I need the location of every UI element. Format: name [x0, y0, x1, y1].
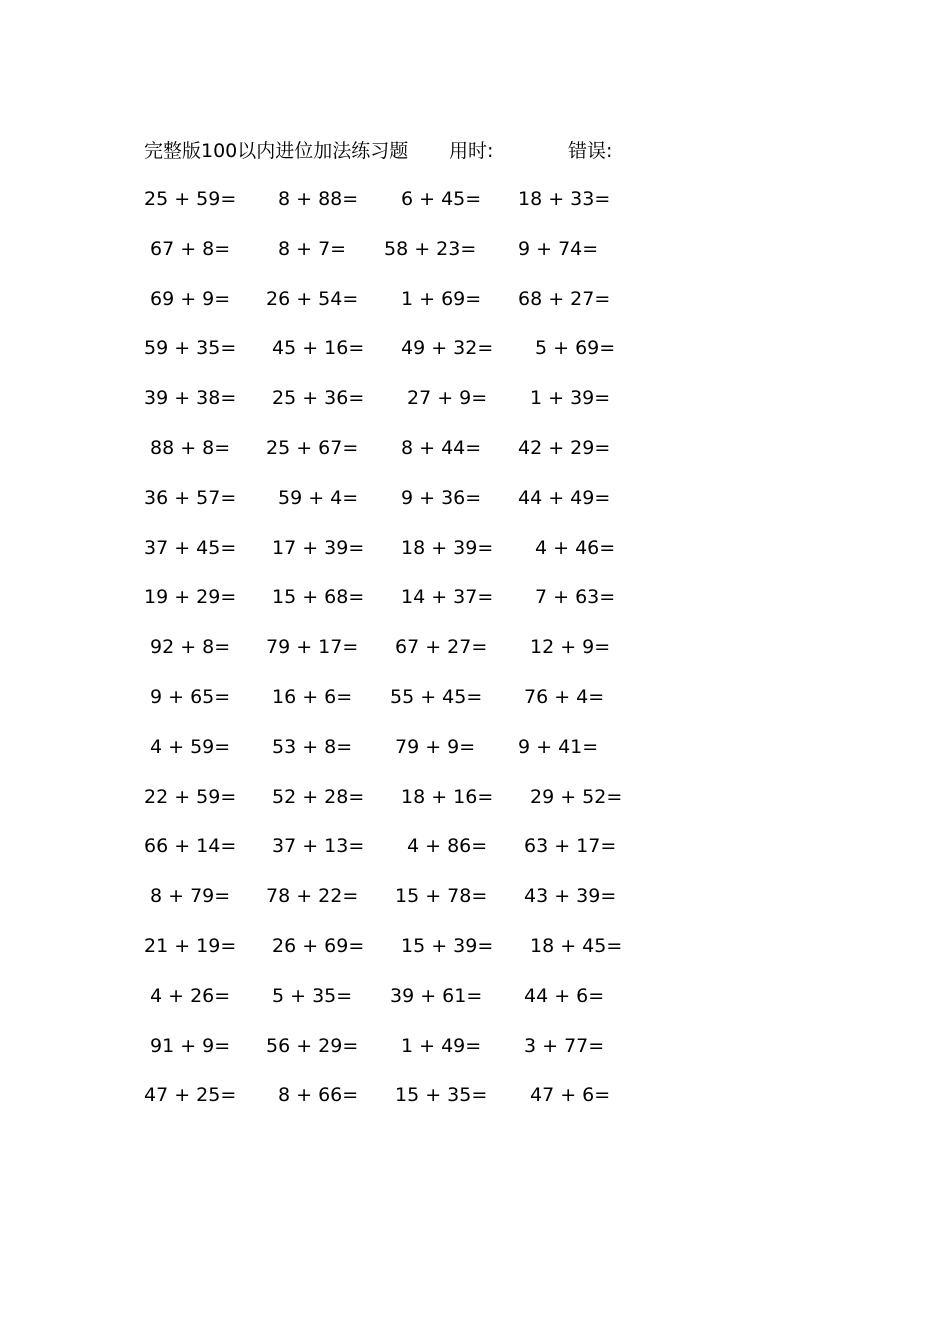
problem-r17-c3: 39 + 61= — [390, 985, 483, 1007]
problem-r14-c1: 66 + 14= — [144, 835, 237, 857]
problem-r4-c1: 59 + 35= — [144, 337, 237, 359]
problem-r7-c2: 59 + 4= — [278, 487, 359, 509]
problem-r1-c3: 6 + 45= — [401, 188, 482, 210]
problem-r6-c2: 25 + 67= — [266, 437, 359, 459]
problem-r12-c3: 79 + 9= — [395, 736, 476, 758]
problem-r1-c1: 25 + 59= — [144, 188, 237, 210]
problem-r2-c2: 8 + 7= — [278, 238, 347, 260]
problem-r2-c3: 58 + 23= — [384, 238, 477, 260]
problem-r16-c4: 18 + 45= — [530, 935, 623, 957]
problem-r18-c2: 56 + 29= — [266, 1035, 359, 1057]
problem-r1-c2: 8 + 88= — [278, 188, 359, 210]
problem-r8-c3: 18 + 39= — [401, 537, 494, 559]
problem-r9-c2: 15 + 68= — [272, 586, 365, 608]
problem-r9-c3: 14 + 37= — [401, 586, 494, 608]
problem-r5-c1: 39 + 38= — [144, 387, 237, 409]
problem-r13-c2: 52 + 28= — [272, 786, 365, 808]
problem-r6-c4: 42 + 29= — [518, 437, 611, 459]
problem-r11-c2: 16 + 6= — [272, 686, 353, 708]
problem-r17-c1: 4 + 26= — [150, 985, 231, 1007]
problem-r16-c3: 15 + 39= — [401, 935, 494, 957]
problem-r14-c2: 37 + 13= — [272, 835, 365, 857]
problem-r11-c4: 76 + 4= — [524, 686, 605, 708]
problem-r13-c4: 29 + 52= — [530, 786, 623, 808]
problem-r5-c4: 1 + 39= — [530, 387, 611, 409]
problem-r10-c4: 12 + 9= — [530, 636, 611, 658]
problem-r19-c3: 15 + 35= — [395, 1084, 488, 1106]
problem-r6-c3: 8 + 44= — [401, 437, 482, 459]
problem-r8-c1: 37 + 45= — [144, 537, 237, 559]
problem-r15-c3: 15 + 78= — [395, 885, 488, 907]
problem-r19-c1: 47 + 25= — [144, 1084, 237, 1106]
problem-r10-c1: 92 + 8= — [150, 636, 231, 658]
problem-r7-c3: 9 + 36= — [401, 487, 482, 509]
problem-r19-c2: 8 + 66= — [278, 1084, 359, 1106]
problem-r16-c1: 21 + 19= — [144, 935, 237, 957]
problem-r12-c1: 4 + 59= — [150, 736, 231, 758]
problem-r9-c1: 19 + 29= — [144, 586, 237, 608]
problem-r8-c4: 4 + 46= — [535, 537, 616, 559]
problem-r4-c3: 49 + 32= — [401, 337, 494, 359]
problem-r7-c1: 36 + 57= — [144, 487, 237, 509]
problem-r1-c4: 18 + 33= — [518, 188, 611, 210]
problem-r17-c4: 44 + 6= — [524, 985, 605, 1007]
problem-r14-c4: 63 + 17= — [524, 835, 617, 857]
problem-r13-c3: 18 + 16= — [401, 786, 494, 808]
problem-r18-c1: 91 + 9= — [150, 1035, 231, 1057]
problem-r18-c4: 3 + 77= — [524, 1035, 605, 1057]
problem-r5-c2: 25 + 36= — [272, 387, 365, 409]
problem-r3-c3: 1 + 69= — [401, 288, 482, 310]
problem-r12-c2: 53 + 8= — [272, 736, 353, 758]
problem-r10-c3: 67 + 27= — [395, 636, 488, 658]
problem-r15-c2: 78 + 22= — [266, 885, 359, 907]
problem-r4-c4: 5 + 69= — [535, 337, 616, 359]
problem-r16-c2: 26 + 69= — [272, 935, 365, 957]
problem-r3-c2: 26 + 54= — [266, 288, 359, 310]
problem-r13-c1: 22 + 59= — [144, 786, 237, 808]
problem-r15-c4: 43 + 39= — [524, 885, 617, 907]
problem-r3-c4: 68 + 27= — [518, 288, 611, 310]
problem-r11-c1: 9 + 65= — [150, 686, 231, 708]
problem-r17-c2: 5 + 35= — [272, 985, 353, 1007]
worksheet-title: 完整版100以内进位加法练习题 — [144, 140, 409, 162]
problem-r5-c3: 27 + 9= — [407, 387, 488, 409]
problem-r7-c4: 44 + 49= — [518, 487, 611, 509]
time-label: 用时: — [449, 140, 494, 162]
problem-r11-c3: 55 + 45= — [390, 686, 483, 708]
problem-r3-c1: 69 + 9= — [150, 288, 231, 310]
problem-r2-c4: 9 + 74= — [518, 238, 599, 260]
problem-r9-c4: 7 + 63= — [535, 586, 616, 608]
problem-r19-c4: 47 + 6= — [530, 1084, 611, 1106]
problem-r8-c2: 17 + 39= — [272, 537, 365, 559]
problem-r10-c2: 79 + 17= — [266, 636, 359, 658]
problem-r15-c1: 8 + 79= — [150, 885, 231, 907]
problem-r14-c3: 4 + 86= — [407, 835, 488, 857]
problem-r6-c1: 88 + 8= — [150, 437, 231, 459]
problem-r2-c1: 67 + 8= — [150, 238, 231, 260]
errors-label: 错误: — [568, 140, 613, 162]
problem-r12-c4: 9 + 41= — [518, 736, 599, 758]
problem-r4-c2: 45 + 16= — [272, 337, 365, 359]
problem-r18-c3: 1 + 49= — [401, 1035, 482, 1057]
